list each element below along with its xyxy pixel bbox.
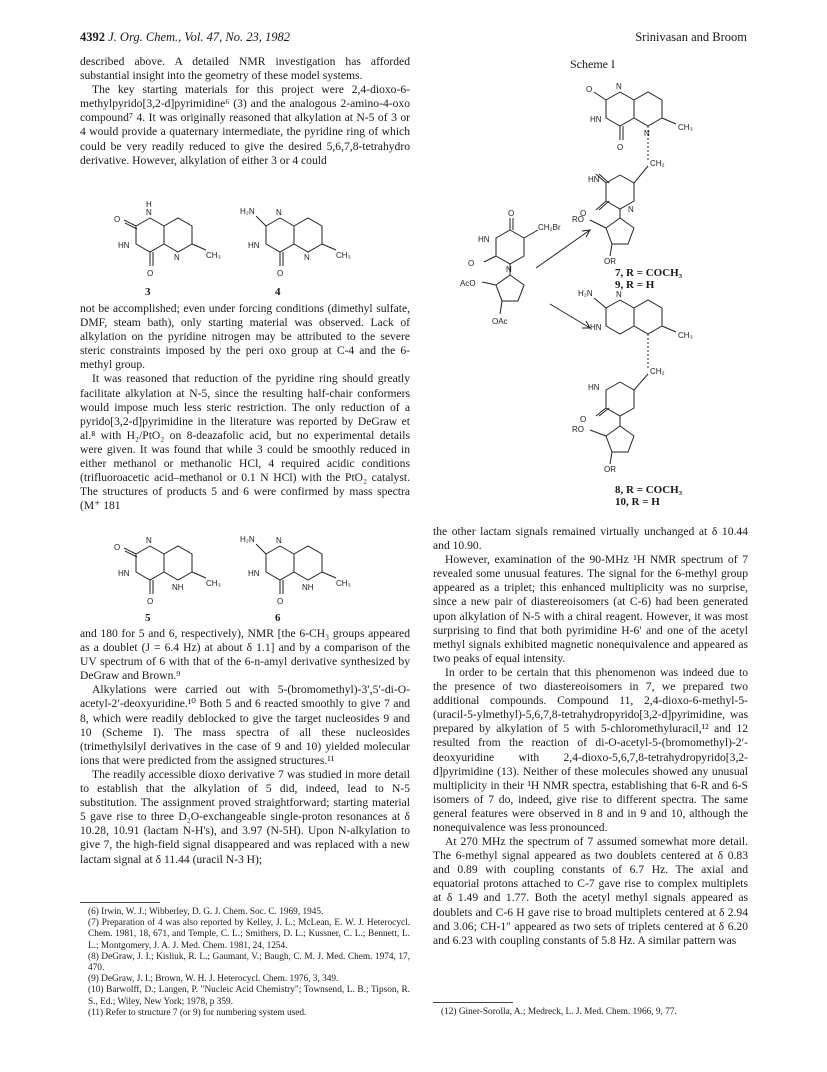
page-number: 4392 (80, 30, 105, 44)
label-line: 9, R = H (615, 279, 655, 291)
atom-label: O (580, 415, 587, 424)
atom-label: N (146, 208, 152, 217)
atom-label: O (468, 259, 475, 268)
atom-label: O (147, 269, 154, 278)
atom-label: RO (572, 425, 584, 434)
left-text-block-3 (80, 627, 410, 867)
atom-label: HN (590, 323, 602, 332)
atom-label: O (580, 209, 587, 218)
atom-label: HN (248, 569, 260, 578)
atom-label: CH₂Br (538, 223, 561, 232)
atom-label: N (276, 208, 282, 217)
footnote: (12) Giner-Sorolla, A.; Medreck, L. J. Med. Chem. 1966, 9, 77. (441, 1007, 677, 1017)
atom-label: N (304, 253, 310, 262)
atom-label: O (114, 215, 121, 224)
footnote-rule (433, 1002, 513, 1003)
paragraph: However, examination of the 90-MHz ¹H NMR spectrum of 7 revealed some unusual features. The signal for the 6-methyl group appeared as a triplet; this enhanced multiplicity was no surprise, since a new pair of diastereoisomers (at C-6) had been generated upon alkylation of N-5 with a chiral reagent. However, it was most surprising to find that both pyrimidine H-6′ and one of the acetyl methyl signals exhibited magnetic nonequivalence and appeared as two peaks of equal intensity. (433, 553, 748, 665)
atom-label: NH (302, 583, 314, 592)
atom-label: OR (604, 465, 616, 474)
atom-label: N (616, 82, 622, 91)
paragraph: described above. A detailed NMR investigation has afforded substantial insight into the geometry of these model systems. (80, 55, 410, 83)
atom-label: HN (588, 175, 600, 184)
atom-label: AcO (460, 279, 476, 288)
paragraph: In order to be certain that this phenomenon was indeed due to the presence of two diastereoisomers in 7, we prepared two additional compounds. Compound 11, 2,4-dioxo-6-methyl-5-(uracil-5-ylmethyl)-5,6,7,8-tetrahydropyrido[3,2-d]pyrimidine, was prepared by alkylation of 5 with 5-chloromethyluracil,¹² and 12 resulted from the reaction of di-O-acetyl-5-(bromomethyl)-2′-deoxyuridine with 2,4-dioxo-5,6,7,8-tetrahydropyrido[3,2-d]pyrimidine (13). Neither of these molecules showed any unusual multiplicity in their ¹H NMR spectra, establishing that 6-R and 6-S isomers of 7 do, indeed, give rise to different spectra. The same general features were observed in 8 and in 9 and 10, although the nonequivalence was less pronounced. (433, 665, 748, 834)
structures-3-4 (100, 198, 400, 284)
footnote: (10) Barwolff, D.; Langen, P. "Nucleic Acid Chemistry"; Townsend, L. B.; Tipson, R. S., Ed.; Wiley, New York; 1978, p 359. (88, 985, 410, 1007)
atom-label: N (146, 536, 152, 545)
atom-label: O (114, 543, 121, 552)
right-footnotes (433, 1002, 748, 1018)
atom-label: H₂N (578, 289, 593, 298)
running-header-authors: Srinivasan and Broom (635, 30, 747, 44)
journal-name: J. Org. Chem., (108, 30, 182, 44)
footnote: (8) DeGraw, J. I.; Kisliuk, R. L.; Gaumant, V.; Baugh, C. M. J. Med. Chem. 1974, 17, 470. (88, 951, 410, 974)
scheme-title: Scheme I (570, 57, 615, 71)
atom-label: N (628, 205, 634, 214)
atom-label: CH₂ (650, 367, 665, 376)
right-text-block (433, 525, 748, 948)
atom-label: HN (248, 241, 260, 250)
atom-label: HN (478, 235, 490, 244)
atom-label: N (616, 290, 622, 299)
atom-label: CH₃ (336, 251, 351, 260)
footnote: (6) Irwin, W. J.; Wibberley, D. G. J. Chem. Soc. C. 1969, 1945. (88, 907, 324, 917)
footnote: (7) Preparation of 4 was also reported by Kelley, J. L.; McLean, E. W. J. Heterocycl. Chem. 1981, 18, 671, and Temple, C. L.; Smithers, D. L.; Kussner, C. L.; Bennett, L. L.; Montgomery, J. A. J. Med. Chem. 1981, 24, 1254. (88, 918, 410, 951)
scheme-1-diagram (440, 70, 750, 510)
paragraph: Alkylations were carried out with 5-(bromomethyl)-3′,5′-di-O-acetyl-2′-deoxyuridine.¹⁰ Both 5 and 6 reacted smoothly to give 7 and 8, which were readily deblocked to give the target nucleosides 9 and 10 (Scheme I). The mass spectra of all these nucleosides (trimethylsilyl derivatives in the case of 9 and 10) yielded molecular ions that were predicted from the assigned structures.¹¹ (80, 683, 410, 767)
atom-label: O (277, 269, 284, 278)
atom-label: N (506, 265, 512, 274)
atom-label: O (586, 85, 593, 94)
atom-label: O (277, 597, 284, 606)
left-footnotes (80, 902, 410, 1019)
structures-5-6 (100, 530, 400, 610)
footnote: (11) Refer to structure 7 (or 9) for numbering system used. (88, 1007, 307, 1018)
footnote: (9) DeGraw, J. I.; Brown, W. H. J. Heterocycl. Chem. 1976, 3, 349. (88, 974, 339, 985)
paragraph: the other lactam signals remained virtually unchanged at δ 10.44 and 10.90. (433, 525, 748, 553)
atom-label: H₂N (240, 207, 255, 216)
compound-label-6: 6 (275, 612, 281, 624)
atom-label: H (146, 200, 152, 209)
atom-label: CH₃ (336, 579, 351, 588)
atom-label: RO (572, 215, 584, 224)
atom-label: CH₃ (678, 123, 693, 132)
atom-label: HN (590, 115, 602, 124)
left-text-block-1 (80, 55, 410, 168)
atom-label: O (508, 209, 515, 218)
label-line: 7, R = COCH₃ (615, 267, 683, 279)
atom-label: HN (588, 383, 600, 392)
label-line: 8, R = COCH₃ (615, 484, 683, 496)
atom-label: OR (604, 257, 616, 266)
volume-info: Vol. 47, No. 23, 1982 (184, 30, 290, 44)
atom-label: OAc (492, 317, 508, 326)
compound-label-3: 3 (145, 286, 151, 298)
scheme-label-8-10 (615, 484, 682, 508)
atom-label: O (617, 143, 624, 152)
paragraph: not be accomplished; even under forcing conditions (dimethyl sulfate, DMF, steam bath), only starting material was observed. Lack of alkylation on the pyridine nitrogen may be attributed to the severe steric constraints imposed by the peri oxo group at C-4 and the 6-methyl group. (80, 302, 410, 372)
atom-label: N (174, 253, 180, 262)
atom-label: CH₃ (678, 331, 693, 340)
atom-label: CH₂ (650, 159, 665, 168)
atom-label: O (147, 597, 154, 606)
left-text-block-2 (80, 302, 410, 513)
running-header-left (80, 30, 290, 45)
compound-label-5: 5 (145, 612, 151, 624)
compound-label-4: 4 (275, 286, 281, 298)
atom-label: CH₃ (206, 251, 221, 260)
atom-label: CH₃ (206, 579, 221, 588)
atom-label: NH (172, 583, 184, 592)
paragraph: At 270 MHz the spectrum of 7 assumed somewhat more detail. The 6-methyl signal appeared as two doublets centered at δ 0.83 and 0.89 with coupling constants of 6.7 Hz. The axial and equatorial protons attached to C-7 gave rise to complex multiplets at δ 1.49 and 1.77. Both the acetyl methyl signals appeared as doublets and C-6 H gave rise to broad multiplets centered at δ 2.94 and 3.06; CH-1″ appeared as two sets of triplets centered at δ 6.20 and 6.23 with coupling constants of 5.8 Hz. A similar pattern was (433, 835, 748, 947)
atom-label: HN (118, 241, 130, 250)
atom-label: N (276, 536, 282, 545)
paragraph: It was reasoned that reduction of the pyridine ring should greatly facilitate alkylation at N-5, since the resulting half-chair conformers would impose much less steric restriction. The only reduction of a pyrido[3,2-d]pyrimidine in the literature was reported by DeGraw et al.⁸ with H₂/PtO₂ on 8-deazafolic acid, but no experimental details were given. It was found that while 3 could be smoothly reduced in either methanol or methanolic HCl, 4 required acidic conditions (trifluoroacetic acid–methanol or 0.1 N HCl) with the PtO₂ catalyst. The structures of products 5 and 6 were confirmed by mass spectra (M⁺ 181 (80, 372, 410, 513)
atom-label: N (644, 129, 650, 138)
paragraph: and 180 for 5 and 6, respectively), NMR [the 6-CH₃ groups appeared as a doublet (J = 6.4 Hz) at about δ 1.1] and by a comparison of the UV spectrum of 6 with that of the 6-n-amyl derivative synthesized by DeGraw and Brown.⁹ (80, 627, 410, 683)
atom-label: HN (118, 569, 130, 578)
paragraph: The readily accessible dioxo derivative 7 was studied in more detail to establish that the alkylation of 5 did, indeed, lead to N-5 substitution. The assignment proved straightforward; starting material 5 gave rise to three D₂O-exchangeable single-proton resonances at δ 10.28, 10.91 (lactam N-H's), and 3.97 (N-5H). Upon N-alkylation to give 7, the high-field signal disappeared and was replaced with a new lactam signal at δ 11.44 (uracil N-3 H); (80, 767, 410, 866)
label-line: 10, R = H (615, 496, 660, 508)
scheme-label-7-9 (615, 267, 682, 291)
paragraph: The key starting materials for this project were 2,4-dioxo-6-methylpyrido[3,2-d]pyrimidine⁶ (3) and the analogous 2-amino-4-oxo compound⁷ 4. It was originally reasoned that alkylation at N-5 of 3 or 4 would provide a quaternary intermediate, the pyridine ring of which could be very readily reduced to give the desired 5,6,7,8-tetrahydro derivative. However, alkylation of either 3 or 4 could (80, 83, 410, 167)
footnote-rule (80, 902, 160, 903)
atom-label: H₂N (240, 535, 255, 544)
